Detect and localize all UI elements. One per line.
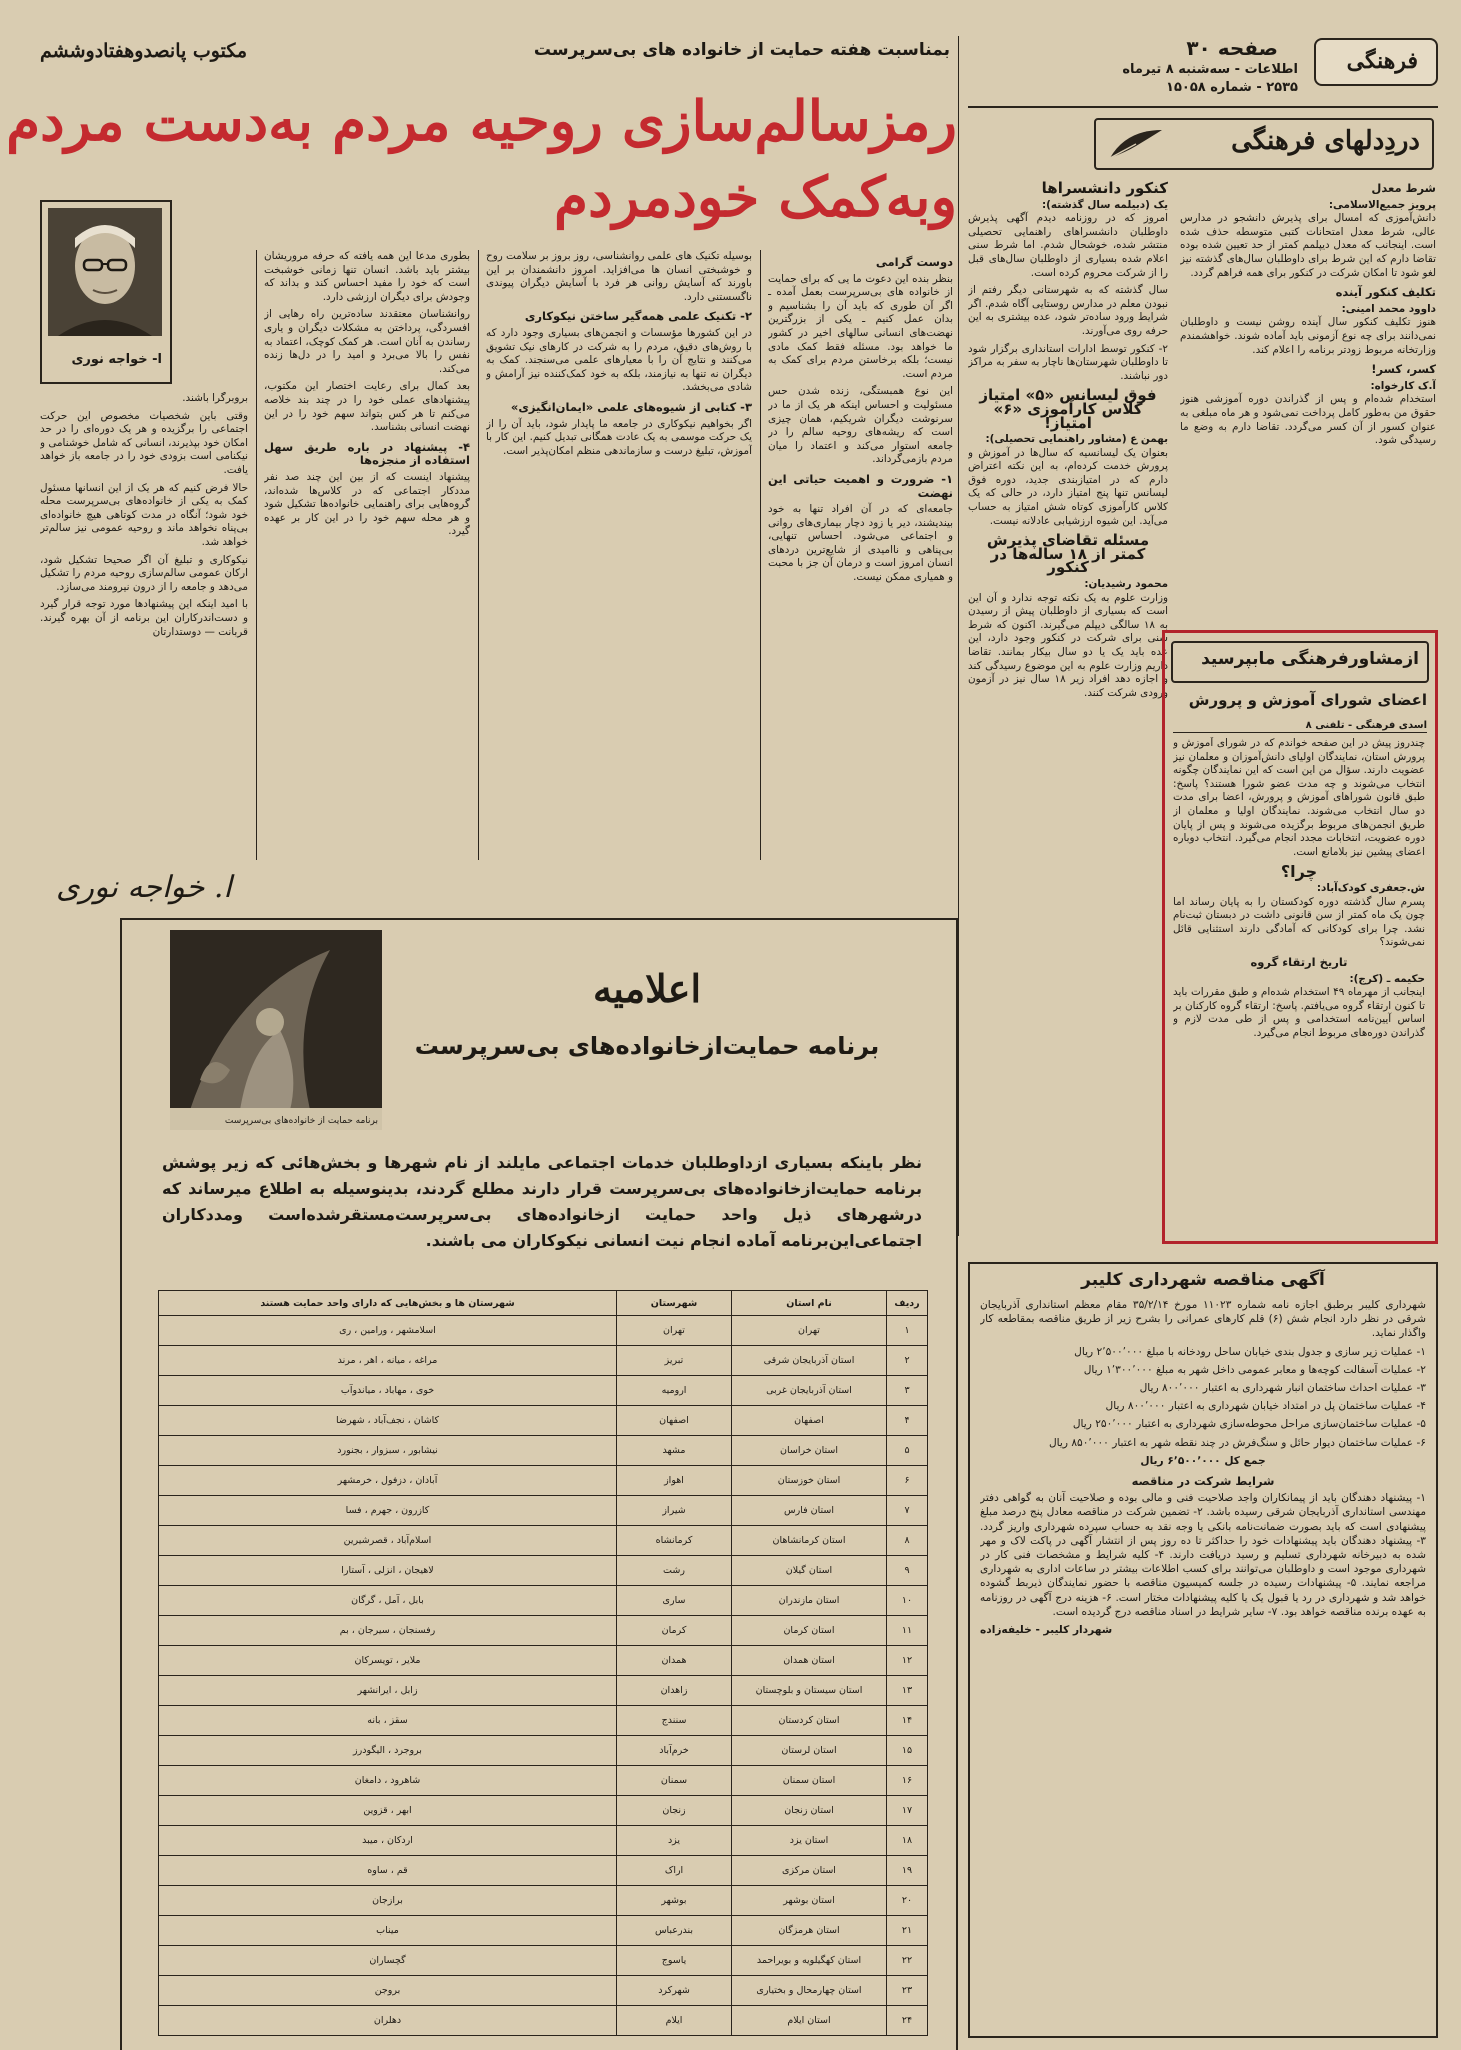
- row-number-cell: ۸: [887, 1526, 928, 1556]
- underage-body: وزارت علوم به یک نکته توجه ندارد و آن این است که بسیاری از داوطلبان پیش از رسیدن به ۱۸ سالگی دیپلم می‌گیرند. اکنون که شرط سنی برای شرکت در کنکور وجود دارد، این عده باید یک یا دو سال بیکار بمانند. تقاضا داریم وزارت علوم به این موضوع رسیدگی کند و اجازه دهد افراد زیر ۱۸ سال نیز در آزمون ورودی شرکت کنند.: [968, 591, 1168, 699]
- row-number-cell: ۱۷: [887, 1796, 928, 1826]
- table-row: [159, 1856, 928, 1886]
- underage-author: محمود رشیدیان:: [1084, 578, 1168, 591]
- item2-author: داوود محمد امینی:: [1341, 302, 1436, 315]
- city-cell: اهواز: [617, 1466, 732, 1496]
- city-cell: ارومیه: [617, 1376, 732, 1406]
- teacher-exam-author: یک (دبیلمه سال گذشته):: [1042, 198, 1168, 211]
- author-caption: ا- خواجه نوری: [71, 352, 162, 367]
- city-cell: همدان: [617, 1646, 732, 1676]
- item2-body: هنوز تکلیف کنکور سال آینده روشن نیست و داوطلبان نمی‌دانند برای چه نوع آزمونی باید آماده شوند. خواهشمندم وزارتخانه مربوط زودتر برنامه را اعلام کند.: [1180, 316, 1436, 356]
- city-cell: سنندج: [617, 1706, 732, 1736]
- col-header-districts: شهرستان ها و بخش‌هایی که دارای واحد حمایت هستند: [159, 1291, 617, 1316]
- story-c4-p4: با امید اینکه این پیشنهادها مورد توجه قرار گیرد و دست‌اندرکاران این برنامه از آن بهره گیرند. قربانت — دوستدارتان: [40, 598, 248, 638]
- districts-cell: رفسنجان ، سیرجان ، بم: [159, 1616, 617, 1646]
- districts-cell: لاهیجان ، انزلی ، آستارا: [159, 1556, 617, 1586]
- culture-column-title-box: [1094, 118, 1434, 170]
- teacher-exam-p1: امروز که در روزنامه دیدم آگهی پذیرش داوطلبان دانشسراهای راهنمایی تحصیلی منتشر شده، خوشحال شدم. اما شرط سنی اعلام شده بسیاری از داوطلبان سال‌های قبل را از شرکت محروم کرده است.: [968, 212, 1168, 279]
- city-cell: تهران: [617, 1316, 732, 1346]
- city-cell: ساری: [617, 1586, 732, 1616]
- row-number-cell: ۱۰: [887, 1586, 928, 1616]
- row-number-cell: ۲: [887, 1346, 928, 1376]
- promotion-title: تاریخ ارتقاء گروه: [1250, 954, 1348, 969]
- districts-cell: شاهرود ، دامغان: [159, 1766, 617, 1796]
- province-cell: استان فارس: [732, 1496, 887, 1526]
- province-cell: استان مازندران: [732, 1586, 887, 1616]
- advisor-subtitle: اعضای شورای آموزش و پرورش: [1188, 691, 1427, 709]
- province-cell: استان زنجان: [732, 1796, 887, 1826]
- table-row: [159, 2006, 928, 2036]
- story-c3-p3: ۴- پیشنهاد در باره طریق سهل استفاده از منجزه‌ها: [264, 439, 470, 468]
- districts-cell: قم ، ساوه: [159, 1856, 617, 1886]
- announcement-subtitle: برنامه حمایت‌ازخانواده‌های بی‌سرپرست: [414, 1032, 880, 1060]
- tender-conditions-title: شرایط شرکت در مناقصه: [1131, 1474, 1275, 1489]
- table-row: [159, 1976, 928, 2006]
- districts-cell: خوی ، مهاباد ، میاندوآب: [159, 1376, 617, 1406]
- story-c2-p4: اگر بخواهیم نیکوکاری در جامعه ما پایدار شود، باید آن را از یک حرکت موسمی به یک عادت همگانی تبدیل کنیم. این کار با آموزش، تبلیغ درست و سازماندهی منظم امکان‌پذیر است.: [486, 417, 752, 457]
- city-cell: ایلام: [617, 2006, 732, 2036]
- districts-cell: نیشابور ، سبزوار ، بجنورد: [159, 1436, 617, 1466]
- grade-points-title: فوق لیسانس «۵» امتیاز کلاس کارآموزی «۶» امتیاز!: [979, 386, 1157, 432]
- table-row: [159, 1346, 928, 1376]
- city-cell: شیراز: [617, 1496, 732, 1526]
- table-row: [159, 1406, 928, 1436]
- table-row: [159, 1766, 928, 1796]
- author-signature: ا. خواجه نوری: [56, 870, 232, 905]
- table-row: [159, 1676, 928, 1706]
- districts-cell: اسلامشهر ، ورامین ، ری: [159, 1316, 617, 1346]
- table-row: [159, 1706, 928, 1736]
- table-row: [159, 1616, 928, 1646]
- city-cell: سمنان: [617, 1766, 732, 1796]
- promotion-body: اینجانب از مهرماه ۴۹ استخدام شده‌ام و طبق مقررات باید تا کنون ارتقاء گروه می‌یافتم. پاسخ: ارتقاء گروه کارکنان بر اساس آیین‌نامه استخدامی و پس از طی مدت لازم و گذراندن دوره‌های مربوط انجام می‌گیرد.: [1173, 986, 1425, 1039]
- row-number-cell: ۵: [887, 1436, 928, 1466]
- column-number: مکتوب پانصدوهفتادوششم: [40, 40, 248, 62]
- districts-cell: کازرون ، جهرم ، فسا: [159, 1496, 617, 1526]
- advisor-box: [1162, 630, 1438, 1244]
- announcement-body: نظر باینکه بسیاری ازداوطلبان خدمات اجتماعی مایلند از نام شهرها و بخش‌هائی که زیر پوشش برنامه حمایت‌ازخانواده‌های بی‌سرپرست قرار دارند مطلع گردند، بدینوسیله به اطلاع میرساند که درشهرهای ذیل واحد حمایت ازخانواده‌های بی‌سرپرست‌مستقرشده‌است ومددکاران اجتماعی‌این‌برنامه آماده انجام نیت انسانی نیکوکاران می باشند.: [162, 1153, 922, 1250]
- story-c4-p2: حالا فرض کنیم که هر یک از این انسانها مسئول کمک به یکی از خانواده‌های بی‌سرپرست محله خود شود؛ آنگاه در مدت کوتاهی هیچ خانواده‌ای بی‌پناه نخواهد ماند و روحیه عمومی نیز سالم‌تر خواهد شد.: [40, 481, 248, 548]
- table-row: [159, 1736, 928, 1766]
- story-c2-p0: بوسیله تکنیک های علمی روانشناسی، روز بروز بر سلامت روح و خوشبختی انسان ها می‌افزاید. امروز دانشمندان بر این باورند که آسایش روانی هر فرد با آسایش دیگران پیوندی ناگسستنی دارد.: [486, 250, 752, 303]
- city-cell: شهرکرد: [617, 1976, 732, 2006]
- author-portrait: [48, 208, 162, 336]
- row-number-cell: ۲۳: [887, 1976, 928, 2006]
- province-cell: استان یزد: [732, 1826, 887, 1856]
- province-cell: استان گیلان: [732, 1556, 887, 1586]
- row-number-cell: ۱۵: [887, 1736, 928, 1766]
- province-cell: تهران: [732, 1316, 887, 1346]
- story-column-4: [40, 392, 248, 792]
- districts-cell: مراغه ، میانه ، اهر ، مرند: [159, 1346, 617, 1376]
- story-c3-p1: روانشناسان معتقدند ساده‌ترین راه رهایی از افسردگی، پرداختن به مشکلات دیگران و یاری رساندن به آنان است. هر کمک کوچک، اعتماد به نفس را بالا می‌برد و امید را در دل‌ها زنده می‌کند.: [264, 308, 470, 375]
- story-c4-p3: نیکوکاری و تبلیغ آن اگر صحیحا تشکیل شود، ارکان عمومی سالم‌سازی روحیه مردم را تشکیل می‌دهد و جامعه را از درون نیرومند می‌سازد.: [40, 553, 248, 593]
- districts-cell: ابهر ، قزوین: [159, 1796, 617, 1826]
- item1-heading: شرط معدل: [1371, 181, 1436, 195]
- story-c4-p1: وقتی باین شخصیات مخصوص این حرکت اجتماعی را برگزیده و هر یک دوره‌ای را در حد امکان خود بپذیرند، انسانی که شامل خوشنامی و نیکنامی است بزودی خود را در جامعه باز خواهد یافت.: [40, 409, 248, 476]
- story-column-3: [264, 250, 470, 860]
- culture-column-title: دردِدلهای فرهنگی: [1231, 126, 1420, 156]
- col-header-province: نام استان: [732, 1291, 887, 1316]
- story-c3-p0: بطوری مدعا این همه یافته که حرفه مروریشان بیشتر باید باشد. انسان تنها زمانی خوشبخت است که خود را مفید احساس کند و بداند که وجودش برای دیگران ارزشی دارد.: [264, 250, 470, 303]
- section-label: [1314, 38, 1438, 86]
- cities-table: [158, 1290, 928, 2036]
- advisor-body-wrap: [1173, 737, 1425, 1233]
- row-number-cell: ۱۶: [887, 1766, 928, 1796]
- story-c4-p0: بروبرگرا باشند.: [182, 392, 248, 404]
- row-number-cell: ۲۰: [887, 1886, 928, 1916]
- tender-item-1: ۱- عملیات زیر سازی و جدول بندی خیابان ساحل رودخانه با مبلغ ۲٬۵۰۰٬۰۰۰ ریال: [1074, 1345, 1426, 1358]
- row-number-cell: ۶: [887, 1466, 928, 1496]
- province-cell: استان آذربایجان غربی: [732, 1376, 887, 1406]
- row-number-cell: ۹: [887, 1556, 928, 1586]
- row-number-cell: ۷: [887, 1496, 928, 1526]
- teacher-exam-p3: ۲- کنکور توسط ادارات استانداری برگزار شود تا داوطلبان شهرستان‌ها ناچار به سفر به مراکز دور نباشند.: [968, 342, 1168, 382]
- item2-heading: تکلیف کنکور آینده: [1335, 285, 1436, 300]
- city-cell: یاسوج: [617, 1946, 732, 1976]
- row-number-cell: ۲۴: [887, 2006, 928, 2036]
- table-row: [159, 1826, 928, 1856]
- tender-item-2: ۲- عملیات آسفالت کوچه‌ها و معابر عمومی داخل شهر به مبلغ ۱٬۳۰۰٬۰۰۰ ریال: [1083, 1363, 1426, 1376]
- city-cell: یزد: [617, 1826, 732, 1856]
- city-cell: زنجان: [617, 1796, 732, 1826]
- province-cell: اصفهان: [732, 1406, 887, 1436]
- story-c1-p1: بنظر بنده این دعوت ما یی که برای حمایت از خانواده های بی‌سرپرست بعمل آمده ـ اگر آن طوری که باید آن را بشناسیم و بدان عمل کنیم ـ یکی از بزرگترین نهضت‌های انسانی سالهای اخیر در کشور ما خواهد بود. مسئله فقط کمک مادی نیست؛ بلکه برخاستن مردم برای کمک به مردم است.: [768, 272, 953, 380]
- tender-item-3: ۳- عملیات احداث ساختمان انبار شهرداری به اعتبار ۸۰۰٬۰۰۰ ریال: [1139, 1382, 1426, 1395]
- promotion-author: حکیمه ـ (کرج):: [1349, 972, 1425, 985]
- why-body: پسرم سال گذشته دوره کودکستان را به پایان رساند اما چون یک ماه کمتر از سن قانونی داشت در دبستان ثبت‌نام نشد. چرا برای کودکانی که آمادگی دارند استثنایی قائل نمی‌شوند؟: [1173, 895, 1425, 949]
- districts-cell: گچساران: [159, 1946, 617, 1976]
- story-c1-p2: این نوع همبستگی، زنده شدن حس مسئولیت و احساس اینکه هر یک از ما در سرنوشت دیگران شریکیم، همان چیزی است که ریشه‌های روحیه سالم را در جامعه استوار می‌کند و اعتماد را میان مردم بازمی‌گرداند.: [768, 385, 953, 466]
- table-row: [159, 1466, 928, 1496]
- city-cell: خرم‌آباد: [617, 1736, 732, 1766]
- grade-points-author: بهمن ع (مشاور راهنمایی تحصیلی):: [985, 433, 1168, 446]
- item3-body: استخدام شده‌ام و پس از گذراندن دوره آموزشی هنوز حقوق من به‌طور کامل پرداخت نمی‌شود و هر ماه مبلغی به عنوان کسور از آن کسر می‌گردد. تقاضا دارم به وضع ما رسیدگی شود.: [1180, 393, 1436, 447]
- tender-ad: [968, 1262, 1438, 2038]
- advisor-title-box: [1171, 641, 1429, 683]
- row-number-cell: ۱۸: [887, 1826, 928, 1856]
- districts-cell: سقز ، بانه: [159, 1706, 617, 1736]
- city-cell: بوشهر: [617, 1886, 732, 1916]
- story-c2-p2: در این کشورها مؤسسات و انجمن‌های بسیاری وجود دارد که با روش‌های دقیق، مردم را به شرکت در کارهای نیک تشویق می‌کنند و نتایج آن را با معیارهای علمی می‌سنجند. کمک به دیگران نه تنها به نیازمند، بلکه به خود کمک‌کننده نیز آرامش و شادی می‌بخشد.: [486, 326, 752, 394]
- province-cell: استان بوشهر: [732, 1886, 887, 1916]
- story-c2-p3: ۳- کتابی از شیوه‌های علمی «ایمان‌انگیزی»: [510, 399, 752, 414]
- districts-cell: بابل ، آمل ، گرگان: [159, 1586, 617, 1616]
- row-number-cell: ۳: [887, 1376, 928, 1406]
- table-row: [159, 1916, 928, 1946]
- province-cell: استان مرکزی: [732, 1856, 887, 1886]
- table-row: [159, 1886, 928, 1916]
- why-author: ش.جعفری کودک‌آباد:: [1316, 881, 1425, 894]
- announcement-title: اعلامیه: [592, 966, 702, 1011]
- story-c1-p0: دوست گرامی: [875, 255, 953, 269]
- announcement-box: [120, 918, 958, 2050]
- province-cell: استان سیستان و بلوچستان: [732, 1676, 887, 1706]
- teacher-exam-title: کنکور دانشسراها: [1041, 179, 1168, 197]
- col-header-city: شهرستان: [617, 1291, 732, 1316]
- illustration-caption: برنامه حمایت از خانواده‌های بی‌سرپرست: [224, 1116, 378, 1126]
- table-row: [159, 1556, 928, 1586]
- table-header-row: [159, 1291, 928, 1316]
- table-row: [159, 1796, 928, 1826]
- tender-title: آگهی مناقصه شهرداری کلیبر: [1081, 1270, 1325, 1290]
- row-number-cell: ۱۹: [887, 1856, 928, 1886]
- tender-item-4: ۴- عملیات ساختمان پل در امتداد خیابان شهرداری به اعتبار ۸۰۰٬۰۰۰ ریال: [1105, 1400, 1426, 1413]
- quill-icon: [1106, 126, 1166, 162]
- city-cell: مشهد: [617, 1436, 732, 1466]
- item1-author: پرویز جمیع‌الاسلامی:: [1328, 198, 1436, 211]
- province-cell: استان آذربایجان شرقی: [732, 1346, 887, 1376]
- main-headline-2: وبه‌کمک خودمردم: [554, 164, 957, 229]
- teacher-exam-column: [968, 176, 1168, 1236]
- advisor-title: ازمشاورفرهنگی مابپرسید: [1201, 649, 1419, 669]
- table-row: [159, 1436, 928, 1466]
- story-column-2: [486, 250, 752, 860]
- city-cell: زاهدان: [617, 1676, 732, 1706]
- announcement-illustration: [170, 930, 382, 1130]
- province-cell: استان کهگیلویه و بویراحمد: [732, 1946, 887, 1976]
- districts-cell: ملایر ، تویسرکان: [159, 1646, 617, 1676]
- table-row: [159, 1526, 928, 1556]
- story-kicker: بمناسبت هفته حمایت از خانواده های بی‌سرپرست: [533, 40, 950, 60]
- issue-line: ۲۵۳۵ - شماره ۱۵۰۵۸: [1166, 80, 1298, 95]
- province-cell: استان ایلام: [732, 2006, 887, 2036]
- districts-cell: میناب: [159, 1916, 617, 1946]
- story-c3-p4: پیشنهاد اینست که از بین این چند صد نفر مددکار اجتماعی که در کلاس‌ها شده‌اند، گروه‌هایی برای راهنمایی خانواده‌ها تشکیل شود و هر محله سهم خود را در این کار بر عهده گیرد.: [264, 470, 470, 538]
- main-headline-1: رمزسالم‌سازی روحیه مردم به‌دست مردم: [6, 88, 957, 153]
- row-number-cell: ۱۱: [887, 1616, 928, 1646]
- tender-item-6: ۶- عملیات ساختمان دیوار حائل و سنگ‌فرش در چند نقطه شهر به اعتبار ۸۵۰٬۰۰۰ ریال: [1048, 1436, 1426, 1449]
- districts-cell: بروجن: [159, 1976, 617, 2006]
- province-cell: استان لرستان: [732, 1736, 887, 1766]
- districts-cell: آبادان ، دزفول ، خرمشهر: [159, 1466, 617, 1496]
- districts-cell: کاشان ، نجف‌آباد ، شهرضا: [159, 1406, 617, 1436]
- table-row: [159, 1646, 928, 1676]
- row-number-cell: ۱۳: [887, 1676, 928, 1706]
- districts-cell: بروجرد ، الیگودرز: [159, 1736, 617, 1766]
- row-number-cell: ۴: [887, 1406, 928, 1436]
- date-line: اطلاعات - سه‌شنبه ۸ تیرماه: [1122, 62, 1298, 77]
- city-cell: کرمانشاه: [617, 1526, 732, 1556]
- province-cell: استان کرمان: [732, 1616, 887, 1646]
- story-c3-p2: بعد کمال برای رعایت اختصار این مکتوب، پیشنهادهای عملی خود را در چند بند خلاصه می‌کنم تا هر کس بتواند سهم خود را در این نهضت انسانی بشناسد.: [264, 380, 470, 434]
- table-row: [159, 1586, 928, 1616]
- row-number-cell: ۱۴: [887, 1706, 928, 1736]
- province-cell: استان خراسان: [732, 1436, 887, 1466]
- city-cell: اصفهان: [617, 1406, 732, 1436]
- table-row: [159, 1316, 928, 1346]
- province-cell: استان چهارمحال و بختیاری: [732, 1976, 887, 2006]
- story-c1-p3: ۱- ضرورت و اهمیت حیاتی این نهضت: [768, 471, 953, 500]
- row-number-cell: ۱۲: [887, 1646, 928, 1676]
- masthead: [968, 38, 1438, 98]
- city-cell: رشت: [617, 1556, 732, 1586]
- story-column-1: [768, 250, 953, 860]
- table-row: [159, 1376, 928, 1406]
- tender-signature: شهردار کلیبر - خلیفه‌زاده: [980, 1624, 1113, 1637]
- tender-conditions: ۱- پیشنهاد دهندگان باید از پیمانکاران واجد صلاحیت فنی و مالی بوده و صلاحیت آنان به گواهی دفتر مهندسی استانداری آذربایجان شرقی رسیده باشد. ۲- تضمین شرکت در مناقصه معادل پنج درصد مبلغ پیشنهادی است که باید بصورت ضمانت‌نامه بانکی یا وجه نقد به حساب سپرده شهرداری واریز گردد. ۳- پیشنهاد دهندگان باید پیشنهادات خود را حداکثر تا ده روز پس از انتشار آگهی در پاکت لاک و مهر شده به دبیرخانه شهرداری تسلیم و رسید دریافت دارند. ۴- کلیه شرایط و مشخصات فنی کار در شهرداری موجود است و داوطلبان می‌توانند برای کسب اطلاعات بیشتر در ساعات اداری به شهرداری مراجعه نمایند. ۵- پیشنهادات رسیده در جلسه کمیسیون مناقصه با حضور نمایندگان ذیربط گشوده خواهد شد و شهرداری در رد یا قبول یک یا کلیه پیشنهادات مختار است. ۶- هزینه درج آگهی در روزنامه به عهده برنده مناقصه خواهد بود. ۷- سایر شرایط در اسناد مناقصه درج گردیده است.: [980, 1492, 1426, 1618]
- province-cell: استان خوزستان: [732, 1466, 887, 1496]
- districts-cell: دهلران: [159, 2006, 617, 2036]
- teacher-exam-p2: سال گذشته که به شهرستانی دیگر رفتم از نبودن معلم در مدارس روستایی آگاه شدم. اگر شرایط ورود ساده‌تر شود، عده بیشتری به این حرفه روی می‌آورند.: [968, 284, 1168, 337]
- tender-body: [980, 1298, 1426, 2028]
- row-number-cell: ۱: [887, 1316, 928, 1346]
- province-cell: استان سمنان: [732, 1766, 887, 1796]
- item3-author: آ.ک کارخواه:: [1370, 379, 1436, 392]
- province-cell: استان کرمانشاهان: [732, 1526, 887, 1556]
- province-cell: استان هرمزگان: [732, 1916, 887, 1946]
- why-title: چرا؟: [1280, 862, 1318, 882]
- underage-title: مسئله تقاضای پذیرش کمتر از ۱۸ ساله‌ها در کنکور: [986, 531, 1150, 577]
- province-cell: استان کردستان: [732, 1706, 887, 1736]
- tender-intro: شهرداری کلیبر برطبق اجازه نامه شماره ۱۱۰۲۳ مورخ ۳۵/۲/۱۴ مقام معظم استانداری آذربایجان شرقی در نظر دارد انجام شش (۶) قلم کارهای عمرانی را بشرح زیر از طریق مناقصه بمقاطعه کار واگذار نماید.: [980, 1299, 1426, 1340]
- districts-cell: زابل ، ایرانشهر: [159, 1676, 617, 1706]
- story-c2-p1: ۲- تکنیک علمی همه‌گیر ساختن نیکوکاری: [524, 309, 752, 324]
- story-c1-p4: جامعه‌ای که در آن افراد تنها به خود بیندیشند، دیر یا زود دچار بیماری‌های روانی و اجتماعی می‌شود. احساس تنهایی، بی‌پناهی و ناامیدی از شایع‌ترین دردهای انسان امروز است و درمان آن جز با محبت و همیاری ممکن نیست.: [768, 503, 953, 584]
- advisor-byline: اسدی فرهنگی - تلفنی ۸: [1173, 719, 1427, 733]
- author-photo-box: [40, 200, 172, 384]
- province-cell: استان همدان: [732, 1646, 887, 1676]
- table-row: [159, 1946, 928, 1976]
- section-label-text: فرهنگی: [1346, 48, 1418, 74]
- table-row: [159, 1496, 928, 1526]
- city-cell: اراک: [617, 1856, 732, 1886]
- tender-total: جمع کل ۶٬۵۰۰٬۰۰۰ ریال: [1140, 1454, 1266, 1467]
- col-header-row: ردیف: [887, 1291, 928, 1316]
- city-cell: تبریز: [617, 1346, 732, 1376]
- grade-points-body: بعنوان یک لیسانسیه که سال‌ها در آموزش و پرورش خدمت کرده‌ام، به این نکته اعتراض دارم که در امتیازبندی جدید، دوره فوق لیسانس تنها پنج امتیاز دارد، در حالی که یک کلاس کارآموزی کوتاه شش امتیاز به حساب می‌آید. این شیوه ارزشیابی عادلانه نیست.: [968, 446, 1168, 527]
- row-number-cell: ۲۲: [887, 1946, 928, 1976]
- districts-cell: اردکان ، میبد: [159, 1826, 617, 1856]
- row-number-cell: ۲۱: [887, 1916, 928, 1946]
- districts-cell: برازجان: [159, 1886, 617, 1916]
- page-number: صفحه ۳۰: [1186, 36, 1278, 60]
- advisor-body: چندروز پیش در این صفحه خواندم که در شورای آموزش و پرورش استان، نمایندگان اولیای دانش‌آموزان و معلمان نیز عضویت دارند. سؤال من این است که این نمایندگان چگونه انتخاب می‌شوند و چه مدت عضو شورا هستند؟ پاسخ: طبق قانون شوراهای آموزش و پرورش، اعضا برای مدت دو سال انتخاب می‌شوند. نمایندگان اولیا و معلمان از طریق انجمن‌های مربوط برگزیده می‌شوند و پس از پایان دوره عضویت، انتخابات مجدد انجام می‌گیرد. انتخاب دوباره اعضای پیشین نیز بلامانع است.: [1173, 737, 1425, 858]
- city-cell: کرمان: [617, 1616, 732, 1646]
- tender-item-5: ۵- عملیات ساختمان‌سازی مراحل محوطه‌سازی شهرداری به اعتبار ۲۵۰٬۰۰۰ ریال: [1072, 1418, 1426, 1431]
- item1-body: دانش‌آموزی که امسال برای پذیرش دانشجو در مدارس عالی، شرط معدل امتحانات کتبی متوسطه حذف شده است. اینجانب که معدل دیپلمم کمتر از حد تعیین شده بوده تقاضا دارم که این شرط برای داوطلبان سال‌های گذشته نیز لغو شود تا امکان شرکت در کنکور برای همه فراهم گردد.: [1180, 212, 1436, 279]
- item3-heading: کسر، کسر!: [1371, 362, 1436, 377]
- districts-cell: اسلام‌آباد ، قصرشیرین: [159, 1526, 617, 1556]
- city-cell: بندرعباس: [617, 1916, 732, 1946]
